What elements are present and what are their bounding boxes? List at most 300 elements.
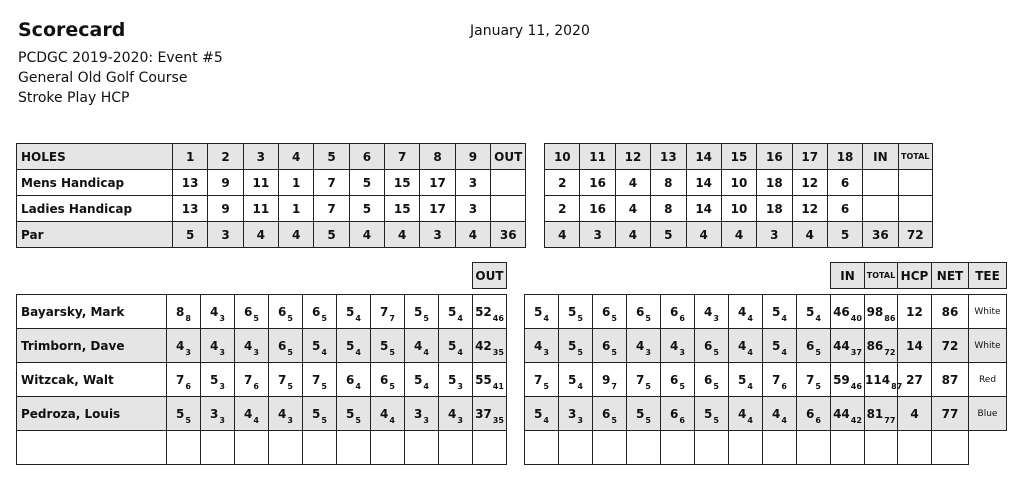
table-cell: 3 bbox=[455, 170, 490, 196]
gross-score: 6 bbox=[312, 304, 321, 319]
net-score: 6 bbox=[253, 381, 259, 391]
net-score: 86 bbox=[884, 313, 896, 323]
in-value bbox=[863, 196, 898, 222]
gross-score: 5 bbox=[210, 372, 219, 387]
hole-score bbox=[559, 295, 593, 329]
hole-score bbox=[559, 397, 593, 431]
hole-score bbox=[763, 329, 797, 363]
gross-score: 4 bbox=[738, 338, 747, 353]
hole-score bbox=[439, 295, 473, 329]
empty-cell bbox=[661, 431, 695, 465]
net-score: 4 bbox=[321, 347, 327, 357]
gross-score: 4 bbox=[380, 406, 389, 421]
table-cell: 9 bbox=[208, 196, 243, 222]
player-row bbox=[17, 397, 1007, 431]
scores-table bbox=[16, 262, 1007, 465]
gap bbox=[507, 431, 525, 465]
gross-score: 6 bbox=[670, 372, 679, 387]
empty-cell bbox=[235, 431, 269, 465]
hole-number: 5 bbox=[314, 144, 349, 170]
gap bbox=[405, 263, 439, 289]
table-cell: 17 bbox=[420, 196, 455, 222]
empty-cell bbox=[627, 431, 661, 465]
hole-score bbox=[269, 363, 303, 397]
net-score: 3 bbox=[713, 313, 719, 323]
gross-score: 4 bbox=[738, 304, 747, 319]
hole-score bbox=[763, 295, 797, 329]
table-cell: 6 bbox=[827, 170, 862, 196]
net-value: 72 bbox=[932, 329, 969, 363]
gross-score: 6 bbox=[278, 304, 287, 319]
table-cell: 4 bbox=[615, 222, 650, 248]
table-cell: 7 bbox=[314, 196, 349, 222]
hole-score bbox=[695, 363, 729, 397]
net-score: 77 bbox=[884, 415, 896, 425]
hole-score bbox=[797, 329, 831, 363]
table-cell: 2 bbox=[545, 196, 580, 222]
gross-score: 3 bbox=[414, 406, 423, 421]
hole-score bbox=[405, 295, 439, 329]
hole-score bbox=[269, 295, 303, 329]
net-score: 4 bbox=[781, 415, 787, 425]
gross-score: 6 bbox=[602, 304, 611, 319]
empty-cell bbox=[593, 431, 627, 465]
table-cell: 2 bbox=[545, 170, 580, 196]
table-cell: 18 bbox=[757, 170, 792, 196]
table-cell: 4 bbox=[455, 222, 490, 248]
in-score bbox=[831, 295, 865, 329]
out-value bbox=[491, 170, 526, 196]
net-score: 37 bbox=[850, 347, 862, 357]
hole-score bbox=[525, 295, 559, 329]
empty-cell bbox=[201, 431, 235, 465]
tee-value: White bbox=[969, 295, 1007, 329]
gross-score: 44 bbox=[833, 338, 850, 353]
net-score: 5 bbox=[389, 347, 395, 357]
table-cell: 8 bbox=[651, 170, 686, 196]
hole-score bbox=[201, 397, 235, 431]
hole-score bbox=[303, 295, 337, 329]
net-score: 3 bbox=[543, 347, 549, 357]
hole-number: 2 bbox=[208, 144, 243, 170]
table-row bbox=[17, 170, 1007, 196]
out-value: 36 bbox=[491, 222, 526, 248]
table-cell: 16 bbox=[580, 170, 615, 196]
table-cell: 3 bbox=[420, 222, 455, 248]
gross-score: 5 bbox=[772, 304, 781, 319]
gross-score: 4 bbox=[278, 406, 287, 421]
net-score: 4 bbox=[543, 313, 549, 323]
gap bbox=[507, 397, 525, 431]
gross-score: 8 bbox=[176, 304, 185, 319]
hole-number: 12 bbox=[615, 144, 650, 170]
gross-score: 42 bbox=[475, 338, 492, 353]
net-score: 4 bbox=[253, 415, 259, 425]
row-label: Par bbox=[17, 222, 173, 248]
net-score: 4 bbox=[423, 381, 429, 391]
net-score: 4 bbox=[543, 415, 549, 425]
gross-score: 6 bbox=[806, 406, 815, 421]
gross-score: 9 bbox=[602, 372, 611, 387]
hole-score bbox=[661, 329, 695, 363]
out-score bbox=[473, 363, 507, 397]
out-score bbox=[473, 329, 507, 363]
table-cell: 3 bbox=[208, 222, 243, 248]
in-value bbox=[863, 170, 898, 196]
hole-score bbox=[627, 363, 661, 397]
hole-score bbox=[337, 295, 371, 329]
net-score: 5 bbox=[713, 381, 719, 391]
net-score: 4 bbox=[747, 415, 753, 425]
net-score: 5 bbox=[321, 415, 327, 425]
net-score: 7 bbox=[389, 313, 395, 323]
total-label: TOTAL bbox=[898, 144, 932, 170]
hole-score bbox=[405, 329, 439, 363]
gross-score: 4 bbox=[448, 406, 457, 421]
gross-score: 5 bbox=[380, 338, 389, 353]
in-score bbox=[831, 397, 865, 431]
gross-score: 6 bbox=[278, 338, 287, 353]
net-score: 4 bbox=[423, 347, 429, 357]
empty-cell bbox=[473, 431, 507, 465]
total-value: 72 bbox=[898, 222, 932, 248]
gap bbox=[337, 263, 371, 289]
hole-score bbox=[167, 329, 201, 363]
table-cell: 4 bbox=[243, 222, 278, 248]
out-label: OUT bbox=[491, 144, 526, 170]
hole-number: 7 bbox=[385, 144, 420, 170]
hole-number: 8 bbox=[420, 144, 455, 170]
gross-score: 5 bbox=[448, 338, 457, 353]
table-cell: 16 bbox=[580, 196, 615, 222]
gap bbox=[507, 363, 525, 397]
table-row bbox=[17, 222, 1007, 248]
hole-score bbox=[695, 397, 729, 431]
gross-score: 6 bbox=[670, 406, 679, 421]
net-score: 4 bbox=[747, 313, 753, 323]
hole-score bbox=[235, 295, 269, 329]
hole-score bbox=[167, 397, 201, 431]
net-score: 5 bbox=[543, 381, 549, 391]
net-score: 4 bbox=[781, 313, 787, 323]
table-cell: 5 bbox=[349, 170, 384, 196]
hole-score bbox=[729, 329, 763, 363]
in-score bbox=[831, 329, 865, 363]
player-name: Bayarsky, Mark bbox=[17, 295, 167, 329]
gross-score: 7 bbox=[806, 372, 815, 387]
total-score bbox=[865, 329, 898, 363]
gross-score: 5 bbox=[448, 304, 457, 319]
net-score: 46 bbox=[850, 381, 862, 391]
table-cell: 4 bbox=[349, 222, 384, 248]
out-label: OUT bbox=[473, 263, 507, 289]
net-score: 4 bbox=[355, 313, 361, 323]
net-score: 5 bbox=[645, 313, 651, 323]
hole-score bbox=[371, 329, 405, 363]
gross-score: 7 bbox=[380, 304, 389, 319]
gross-score: 7 bbox=[772, 372, 781, 387]
table-cell: 4 bbox=[792, 222, 827, 248]
hole-number: 11 bbox=[580, 144, 615, 170]
net-score: 5 bbox=[645, 415, 651, 425]
out-score bbox=[473, 397, 507, 431]
gross-score: 6 bbox=[806, 338, 815, 353]
empty-row bbox=[17, 431, 1007, 465]
gross-score: 6 bbox=[670, 304, 679, 319]
hole-score bbox=[729, 295, 763, 329]
net-score: 5 bbox=[645, 381, 651, 391]
gross-score: 4 bbox=[244, 338, 253, 353]
gap bbox=[627, 263, 661, 289]
net-score: 87 bbox=[891, 381, 903, 391]
table-cell: 13 bbox=[172, 170, 207, 196]
player-name: Trimborn, Dave bbox=[17, 329, 167, 363]
hcp-value: 12 bbox=[898, 295, 932, 329]
gross-score: 5 bbox=[346, 338, 355, 353]
hole-score bbox=[559, 329, 593, 363]
gap bbox=[201, 263, 235, 289]
empty-cell bbox=[865, 431, 898, 465]
net-score: 5 bbox=[355, 415, 361, 425]
gross-score: 4 bbox=[704, 304, 713, 319]
net-score: 5 bbox=[679, 381, 685, 391]
net-score: 35 bbox=[492, 347, 504, 357]
table-cell: 17 bbox=[420, 170, 455, 196]
hole-score bbox=[797, 363, 831, 397]
gap bbox=[167, 263, 201, 289]
net-score: 6 bbox=[815, 415, 821, 425]
event-name: PCDGC 2019-2020: Event #5 bbox=[18, 50, 223, 66]
net-score: 4 bbox=[457, 347, 463, 357]
empty-cell bbox=[695, 431, 729, 465]
gap bbox=[303, 263, 337, 289]
table-cell: 13 bbox=[172, 196, 207, 222]
hole-number: 9 bbox=[455, 144, 490, 170]
player-name: Witzcak, Walt bbox=[17, 363, 167, 397]
net-score: 4 bbox=[577, 381, 583, 391]
hole-score bbox=[371, 397, 405, 431]
table-cell: 5 bbox=[172, 222, 207, 248]
table-cell: 5 bbox=[314, 222, 349, 248]
net-score: 3 bbox=[185, 347, 191, 357]
net-score: 5 bbox=[287, 381, 293, 391]
hole-score bbox=[201, 295, 235, 329]
net-score: 5 bbox=[713, 347, 719, 357]
gross-score: 5 bbox=[772, 338, 781, 353]
gap bbox=[507, 295, 525, 329]
in-value: 36 bbox=[863, 222, 898, 248]
net-score: 3 bbox=[679, 347, 685, 357]
hole-number: 4 bbox=[279, 144, 314, 170]
gross-score: 59 bbox=[833, 372, 850, 387]
total-score bbox=[865, 295, 898, 329]
hole-score bbox=[525, 329, 559, 363]
net-score: 40 bbox=[850, 313, 862, 323]
total-score bbox=[865, 363, 903, 397]
net-score: 4 bbox=[747, 347, 753, 357]
out-value bbox=[491, 196, 526, 222]
total-value bbox=[898, 196, 932, 222]
table-cell: 5 bbox=[349, 196, 384, 222]
hole-number: 16 bbox=[757, 144, 792, 170]
net-label: NET bbox=[932, 263, 969, 289]
net-score: 5 bbox=[611, 415, 617, 425]
in-score bbox=[831, 363, 865, 397]
gross-score: 5 bbox=[176, 406, 185, 421]
table-cell: 5 bbox=[651, 222, 686, 248]
gap bbox=[593, 263, 627, 289]
hole-score bbox=[593, 329, 627, 363]
empty-cell bbox=[405, 431, 439, 465]
net-score: 4 bbox=[389, 415, 395, 425]
gross-score: 6 bbox=[244, 304, 253, 319]
gross-score: 7 bbox=[176, 372, 185, 387]
gross-score: 6 bbox=[704, 338, 713, 353]
gap bbox=[763, 263, 797, 289]
gross-score: 5 bbox=[414, 372, 423, 387]
net-score: 5 bbox=[389, 381, 395, 391]
hole-number: 1 bbox=[172, 144, 207, 170]
hole-score bbox=[627, 295, 661, 329]
net-value: 77 bbox=[932, 397, 969, 431]
gross-score: 4 bbox=[210, 338, 219, 353]
hole-score bbox=[695, 329, 729, 363]
hole-score bbox=[337, 329, 371, 363]
table-cell: 9 bbox=[208, 170, 243, 196]
table-cell: 3 bbox=[757, 222, 792, 248]
net-score: 3 bbox=[457, 381, 463, 391]
gross-score: 4 bbox=[670, 338, 679, 353]
hole-score bbox=[235, 397, 269, 431]
hole-score bbox=[371, 295, 405, 329]
hole-score bbox=[763, 397, 797, 431]
gap bbox=[269, 263, 303, 289]
hole-number: 13 bbox=[651, 144, 686, 170]
hole-score bbox=[303, 329, 337, 363]
net-score: 5 bbox=[287, 313, 293, 323]
net-score: 5 bbox=[321, 313, 327, 323]
table-cell: 7 bbox=[314, 170, 349, 196]
table-cell: 1 bbox=[279, 170, 314, 196]
net-score: 5 bbox=[815, 381, 821, 391]
table-cell: 4 bbox=[721, 222, 756, 248]
hole-score bbox=[269, 329, 303, 363]
hole-number: 6 bbox=[349, 144, 384, 170]
tee-value: Red bbox=[969, 363, 1007, 397]
gross-score: 5 bbox=[448, 372, 457, 387]
holes-table bbox=[16, 143, 1007, 248]
net-score: 6 bbox=[679, 313, 685, 323]
table-cell: 3 bbox=[455, 196, 490, 222]
hole-score bbox=[303, 397, 337, 431]
gap bbox=[526, 144, 545, 170]
hole-score bbox=[763, 363, 797, 397]
net-score: 5 bbox=[611, 347, 617, 357]
gross-score: 4 bbox=[414, 338, 423, 353]
gap bbox=[507, 263, 525, 289]
total-value bbox=[898, 170, 932, 196]
hcp-value: 4 bbox=[898, 397, 932, 431]
empty-cell bbox=[167, 431, 201, 465]
hole-score bbox=[695, 295, 729, 329]
net-score: 3 bbox=[253, 347, 259, 357]
hole-score bbox=[525, 363, 559, 397]
gap bbox=[661, 263, 695, 289]
gross-score: 4 bbox=[244, 406, 253, 421]
table-cell: 5 bbox=[827, 222, 862, 248]
empty-cell bbox=[439, 431, 473, 465]
table-cell: 8 bbox=[651, 196, 686, 222]
hole-score bbox=[661, 397, 695, 431]
gross-score: 5 bbox=[312, 338, 321, 353]
hole-score bbox=[439, 397, 473, 431]
player-name: Pedroza, Louis bbox=[17, 397, 167, 431]
gross-score: 52 bbox=[475, 304, 492, 319]
empty-cell bbox=[303, 431, 337, 465]
gap bbox=[439, 263, 473, 289]
scorecard-title: Scorecard bbox=[18, 19, 126, 41]
gross-score: 7 bbox=[534, 372, 543, 387]
hole-score bbox=[627, 329, 661, 363]
gross-score: 7 bbox=[636, 372, 645, 387]
gross-score: 5 bbox=[414, 304, 423, 319]
gap bbox=[17, 263, 167, 289]
gross-score: 3 bbox=[210, 406, 219, 421]
hole-score bbox=[525, 397, 559, 431]
empty-cell bbox=[831, 431, 865, 465]
hcp-value: 14 bbox=[898, 329, 932, 363]
player-row bbox=[17, 295, 1007, 329]
gross-score: 5 bbox=[738, 372, 747, 387]
table-cell: 18 bbox=[757, 196, 792, 222]
net-score: 3 bbox=[645, 347, 651, 357]
table-cell: 4 bbox=[545, 222, 580, 248]
out-score bbox=[473, 295, 507, 329]
hole-score bbox=[405, 363, 439, 397]
play-format: Stroke Play HCP bbox=[18, 90, 130, 106]
in-label: IN bbox=[831, 263, 865, 289]
player-row bbox=[17, 363, 1007, 397]
table-cell: 4 bbox=[279, 222, 314, 248]
gross-score: 5 bbox=[568, 338, 577, 353]
net-score: 4 bbox=[355, 381, 361, 391]
empty-cell bbox=[898, 431, 932, 465]
net-score: 72 bbox=[884, 347, 896, 357]
empty-cell bbox=[337, 431, 371, 465]
hole-score bbox=[371, 363, 405, 397]
net-score: 6 bbox=[781, 381, 787, 391]
hole-score bbox=[729, 397, 763, 431]
net-score: 6 bbox=[185, 381, 191, 391]
hole-number: 10 bbox=[545, 144, 580, 170]
gross-score: 4 bbox=[738, 406, 747, 421]
scores-header-row bbox=[17, 263, 1007, 289]
hole-score bbox=[337, 397, 371, 431]
net-score: 5 bbox=[423, 313, 429, 323]
gross-score: 44 bbox=[833, 406, 850, 421]
hole-score bbox=[235, 363, 269, 397]
table-cell: 15 bbox=[385, 170, 420, 196]
table-cell: 6 bbox=[827, 196, 862, 222]
hole-number: 15 bbox=[721, 144, 756, 170]
tee-value: Blue bbox=[969, 397, 1007, 431]
gross-score: 5 bbox=[568, 372, 577, 387]
gap bbox=[507, 329, 525, 363]
gross-score: 5 bbox=[346, 406, 355, 421]
hole-score bbox=[303, 363, 337, 397]
gross-score: 6 bbox=[602, 338, 611, 353]
gap bbox=[371, 263, 405, 289]
